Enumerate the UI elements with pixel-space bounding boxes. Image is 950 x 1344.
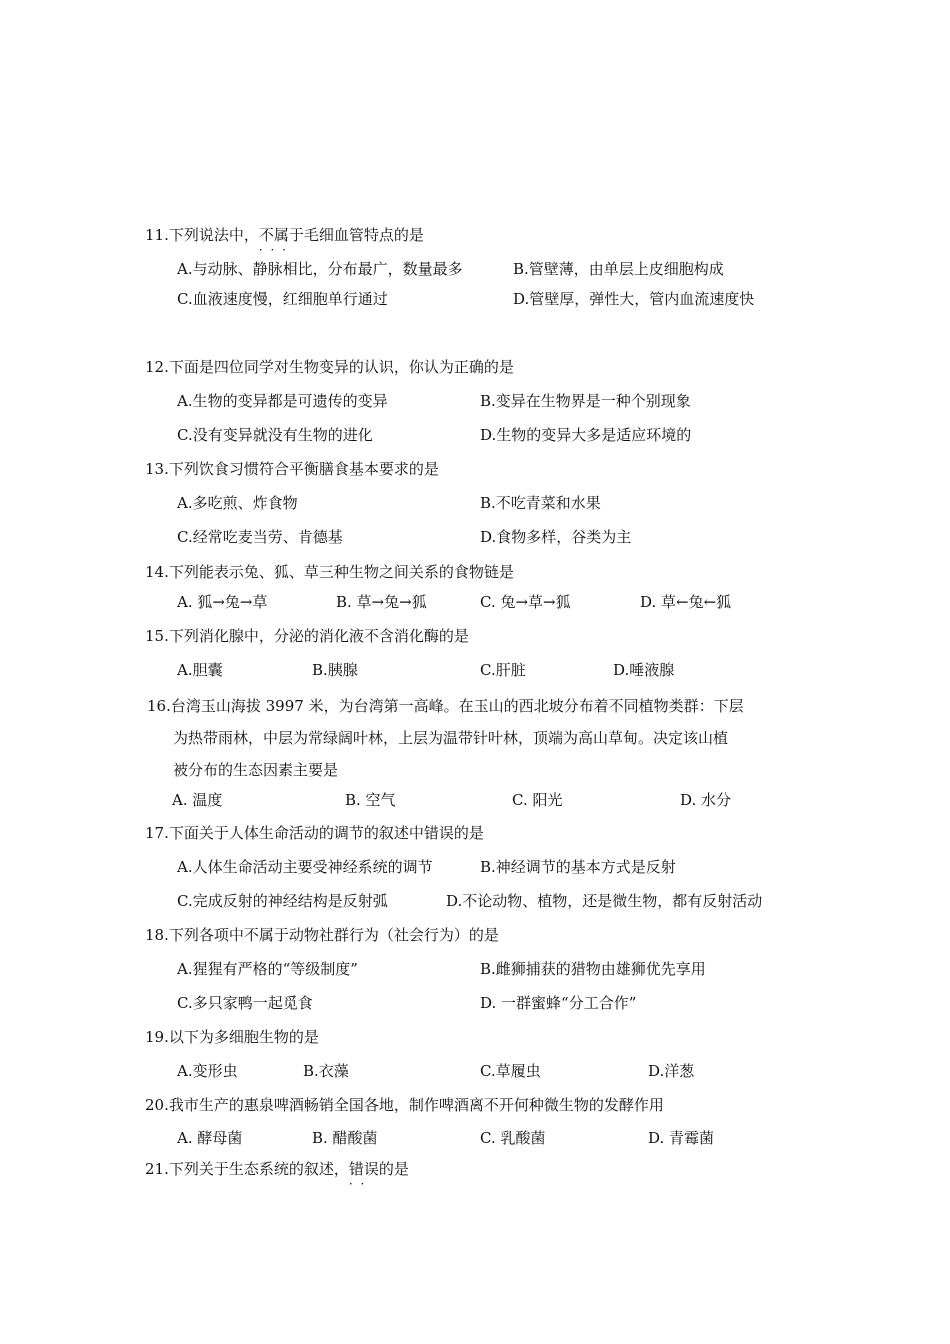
q11-option-b: B.管壁薄，由单层上皮细胞构成 (513, 260, 724, 278)
q15-option-d: D.唾液腺 (613, 661, 675, 679)
q20-option-c: C. 乳酸菌 (480, 1129, 546, 1147)
q11-prefix: 11.下列说法中， (145, 226, 259, 244)
q19-option-a: A.变形虫 (177, 1062, 238, 1080)
q15-option-c: C.肝脏 (480, 661, 526, 679)
q16-option-d: D. 水分 (680, 791, 732, 809)
q14-option-d: D. 草←兔←狐 (640, 593, 732, 611)
q13-option-c: C.经常吃麦当劳、肯德基 (177, 528, 343, 546)
q15-option-b: B.胰腺 (312, 661, 358, 679)
q13-option-a: A.多吃煎、炸食物 (177, 494, 298, 512)
q16-option-c: C. 阳光 (512, 791, 563, 809)
q20-option-b: B. 醋酸菌 (312, 1129, 378, 1147)
q18-option-a: A.猩猩有严格的“等级制度” (177, 960, 358, 978)
q20-option-d: D. 青霉菌 (648, 1129, 715, 1147)
q19-option-d: D.洋葱 (648, 1062, 695, 1080)
question-19-stem: 19.以下为多细胞生物的是 (145, 1028, 319, 1046)
q21-suffix: 的是 (378, 1160, 409, 1178)
q11-option-c: C.血液速度慢，红细胞单行通过 (177, 290, 388, 308)
q13-option-b: B.不吃青菜和水果 (480, 494, 601, 512)
q18-option-c: C.多只家鸭一起觅食 (177, 994, 313, 1012)
question-11-stem (145, 225, 424, 245)
q11-option-d: D.管壁厚，弹性大，管内血流速度快 (513, 290, 755, 308)
q11-option-a: A.与动脉、静脉相比，分布最广，数量最多 (177, 260, 463, 278)
q12-option-d: D.生物的变异大多是适应环境的 (480, 426, 692, 444)
q14-option-b: B. 草→兔→狐 (336, 593, 427, 611)
q11-emphasis: 不属于 · · · (259, 225, 304, 245)
q14-option-a: A. 狐→兔→草 (177, 593, 268, 611)
q17-option-d: D.不论动物、植物，还是微生物，都有反射活动 (446, 892, 763, 910)
question-16-line-2: 为热带雨林，中层为常绿阔叶林，上层为温带针叶林，顶端为高山草甸。决定该山植 (173, 729, 729, 747)
q19-option-b: B.衣藻 (303, 1062, 349, 1080)
q15-option-a: A.胆囊 (177, 661, 223, 679)
question-17-stem: 17.下面关于人体生命活动的调节的叙述中错误的是 (145, 824, 484, 842)
q13-option-d: D.食物多样，谷类为主 (480, 528, 632, 546)
question-18-stem: 18.下列各项中不属于动物社群行为（社会行为）的是 (145, 926, 499, 944)
q20-option-a: A. 酵母菌 (177, 1129, 243, 1147)
question-15-stem: 15.下列消化腺中，分泌的消化液不含消化酶的是 (145, 627, 469, 645)
q17-option-c: C.完成反射的神经结构是反射弧 (177, 892, 388, 910)
question-16-line-1: 16.台湾玉山海拔 3997 米，为台湾第一高峰。在玉山的西北坡分布着不同植物类群：下层 (147, 697, 744, 715)
q12-option-a: A.生物的变异都是可遗传的变异 (177, 392, 388, 410)
q21-emphasis: 错误 · · (349, 1159, 379, 1179)
q18-option-d: D. 一群蜜蜂“分工合作” (480, 994, 637, 1012)
q14-option-c: C. 兔→草→狐 (480, 593, 571, 611)
q16-option-b: B. 空气 (345, 791, 396, 809)
question-21-stem (145, 1159, 409, 1179)
q18-option-b: B.雌狮捕获的猎物由雄狮优先享用 (480, 960, 706, 978)
question-20-stem: 20.我市生产的惠泉啤酒畅销全国各地，制作啤酒离不开何种微生物的发酵作用 (145, 1096, 664, 1114)
q11-suffix: 毛细血管特点的是 (303, 226, 424, 244)
question-13-stem: 13.下列饮食习惯符合平衡膳食基本要求的是 (145, 460, 439, 478)
q17-option-a: A.人体生命活动主要受神经系统的调节 (177, 858, 433, 876)
q12-option-b: B.变异在生物界是一种个别现象 (480, 392, 691, 410)
q17-option-b: B.神经调节的基本方式是反射 (480, 858, 676, 876)
question-16-line-3: 被分布的生态因素主要是 (173, 761, 339, 779)
q19-option-c: C.草履虫 (480, 1062, 541, 1080)
q12-option-c: C.没有变异就没有生物的进化 (177, 426, 373, 444)
question-12-stem: 12.下面是四位同学对生物变异的认识，你认为正确的是 (145, 358, 514, 376)
question-14-stem: 14.下列能表示兔、狐、草三种生物之间关系的食物链是 (145, 563, 514, 581)
q21-prefix: 21.下列关于生态系统的叙述， (145, 1160, 349, 1178)
q16-option-a: A. 温度 (172, 791, 223, 809)
